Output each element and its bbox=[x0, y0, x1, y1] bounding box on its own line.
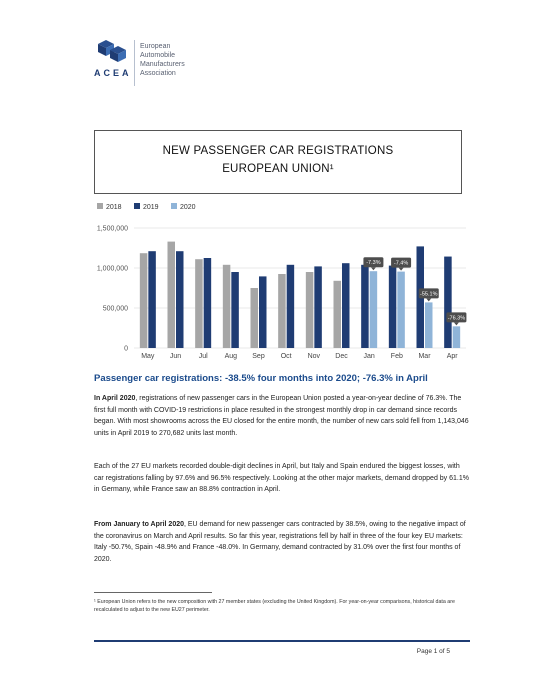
bar-2018 bbox=[223, 265, 231, 348]
x-tick-label: Oct bbox=[280, 353, 292, 360]
logo-org-line: Association bbox=[140, 70, 176, 77]
logo-divider bbox=[134, 40, 135, 86]
x-tick-label: Jun bbox=[169, 353, 182, 360]
paragraph-ytd bbox=[94, 519, 470, 565]
x-tick-label: Aug bbox=[224, 353, 238, 360]
logo-org-line: European bbox=[140, 43, 171, 50]
data-label: -55.1% bbox=[420, 291, 438, 298]
bar-2019 bbox=[389, 266, 397, 348]
bar-2019 bbox=[314, 266, 322, 348]
legend-label: 2020 bbox=[180, 204, 196, 211]
data-label: -76.3% bbox=[447, 315, 466, 322]
logo-org-line: Automobile bbox=[140, 52, 176, 59]
page-number: Page 1 of 5 bbox=[416, 648, 450, 655]
registrations-chart bbox=[94, 200, 474, 365]
bar-2019 bbox=[287, 265, 295, 348]
bar-2018 bbox=[251, 288, 259, 348]
paragraph-text: , EU demand for new passenger cars contracted by 38.5%, owing to the negative impact of the coronavirus on March and April results. So far this year, registrations fell by half in three of the four key EU markets: Italy -50.7%, Spain -48.9% and France -48.0%. In Germany, demand contracted by 31.0% over the first four months of 2020. bbox=[94, 521, 466, 563]
title-line-2: EUROPEAN UNION¹ bbox=[222, 163, 334, 175]
footnote: ¹ European Union refers to the new composition with 27 member states (excluding the United Kingdom). For year-on-year comparisons, historical data are recalculated to adjust to the new EU27 perimeter. bbox=[94, 599, 455, 613]
data-label-pointer bbox=[371, 267, 376, 270]
paragraph-lead: From January to April 2020 bbox=[94, 521, 184, 528]
x-tick-label: Jan bbox=[363, 353, 375, 360]
chart-svg bbox=[94, 200, 474, 365]
bar-2019 bbox=[148, 251, 156, 348]
data-label: -7.4% bbox=[393, 260, 409, 267]
paragraph-text: , registrations of new passenger cars in the European Union posted a year-on-year decline of 76.3%. The first full month with COVID-19 restrictions in place resulted in the strongest monthly drop in car demand since records began. With most showrooms across the EU closed for the entire month, the number of new cars sold fell from 1,143,046 units in April 2019 to 270,682 units last month. bbox=[94, 395, 469, 437]
data-label-pointer bbox=[399, 268, 404, 271]
x-tick-label: Nov bbox=[307, 353, 321, 360]
legend-swatch bbox=[134, 203, 140, 209]
bar-2020 bbox=[370, 271, 378, 348]
y-tick-label: 0 bbox=[124, 345, 128, 353]
x-tick-label: Sep bbox=[252, 353, 265, 360]
y-tick-label: 500,000 bbox=[102, 305, 128, 313]
data-label-pointer bbox=[426, 298, 431, 301]
bar-2018 bbox=[306, 272, 314, 348]
legend-swatch bbox=[97, 203, 103, 209]
x-tick-label: May bbox=[141, 353, 155, 360]
bar-2019 bbox=[204, 258, 212, 348]
x-tick-label: Apr bbox=[446, 353, 458, 360]
x-tick-label: Dec bbox=[335, 353, 348, 360]
logo-org-name bbox=[140, 42, 220, 78]
bar-2020 bbox=[425, 302, 433, 348]
footnote-rule bbox=[94, 592, 212, 593]
bar-2018 bbox=[195, 259, 203, 348]
bar-2020 bbox=[397, 272, 405, 348]
bar-2019 bbox=[231, 272, 239, 348]
bar-2019 bbox=[444, 257, 452, 348]
bar-2019 bbox=[259, 276, 267, 348]
section-heading: Passenger car registrations: -38.5% four months into 2020; -76.3% in April bbox=[94, 373, 428, 384]
data-label-pointer bbox=[454, 322, 459, 325]
paragraph-april bbox=[94, 393, 470, 439]
paragraph-markets: Each of the 27 EU markets recorded double-digit declines in April, but Italy and Spain endured the biggest losses, with car registrations falling by 97.6% and 96.5% respectively. Looking at the other major markets, demand dropped by 61.1% in Germany, while France saw an 88.8% contraction in April. bbox=[94, 463, 469, 494]
paragraph-lead: In April 2020 bbox=[94, 395, 136, 402]
x-tick-label: Mar bbox=[418, 353, 431, 360]
page-footer-rule bbox=[94, 640, 470, 642]
y-tick-label: 1,500,000 bbox=[96, 225, 128, 233]
bar-2019 bbox=[176, 251, 184, 348]
x-tick-label: Feb bbox=[390, 353, 403, 360]
bar-2018 bbox=[168, 242, 176, 348]
acea-logo bbox=[94, 38, 214, 88]
legend-label: 2019 bbox=[143, 204, 159, 211]
bar-2019 bbox=[342, 263, 350, 348]
x-tick-label: Jul bbox=[198, 353, 208, 360]
legend-swatch bbox=[171, 203, 177, 209]
acea-cube-icon bbox=[94, 38, 128, 66]
title-box bbox=[94, 130, 462, 194]
legend-label: 2018 bbox=[106, 204, 122, 211]
data-label: -7.3% bbox=[366, 260, 381, 267]
y-tick-label: 1,000,000 bbox=[96, 265, 128, 273]
bar-2018 bbox=[140, 253, 148, 348]
bar-2018 bbox=[278, 274, 286, 348]
bar-2018 bbox=[334, 281, 342, 348]
logo-org-line: Manufacturers bbox=[140, 61, 185, 68]
title-line-1: NEW PASSENGER CAR REGISTRATIONS bbox=[162, 145, 394, 157]
logo-acea-text: ACEA bbox=[94, 68, 132, 78]
bar-2020 bbox=[453, 326, 461, 348]
bar-2019 bbox=[361, 265, 369, 348]
